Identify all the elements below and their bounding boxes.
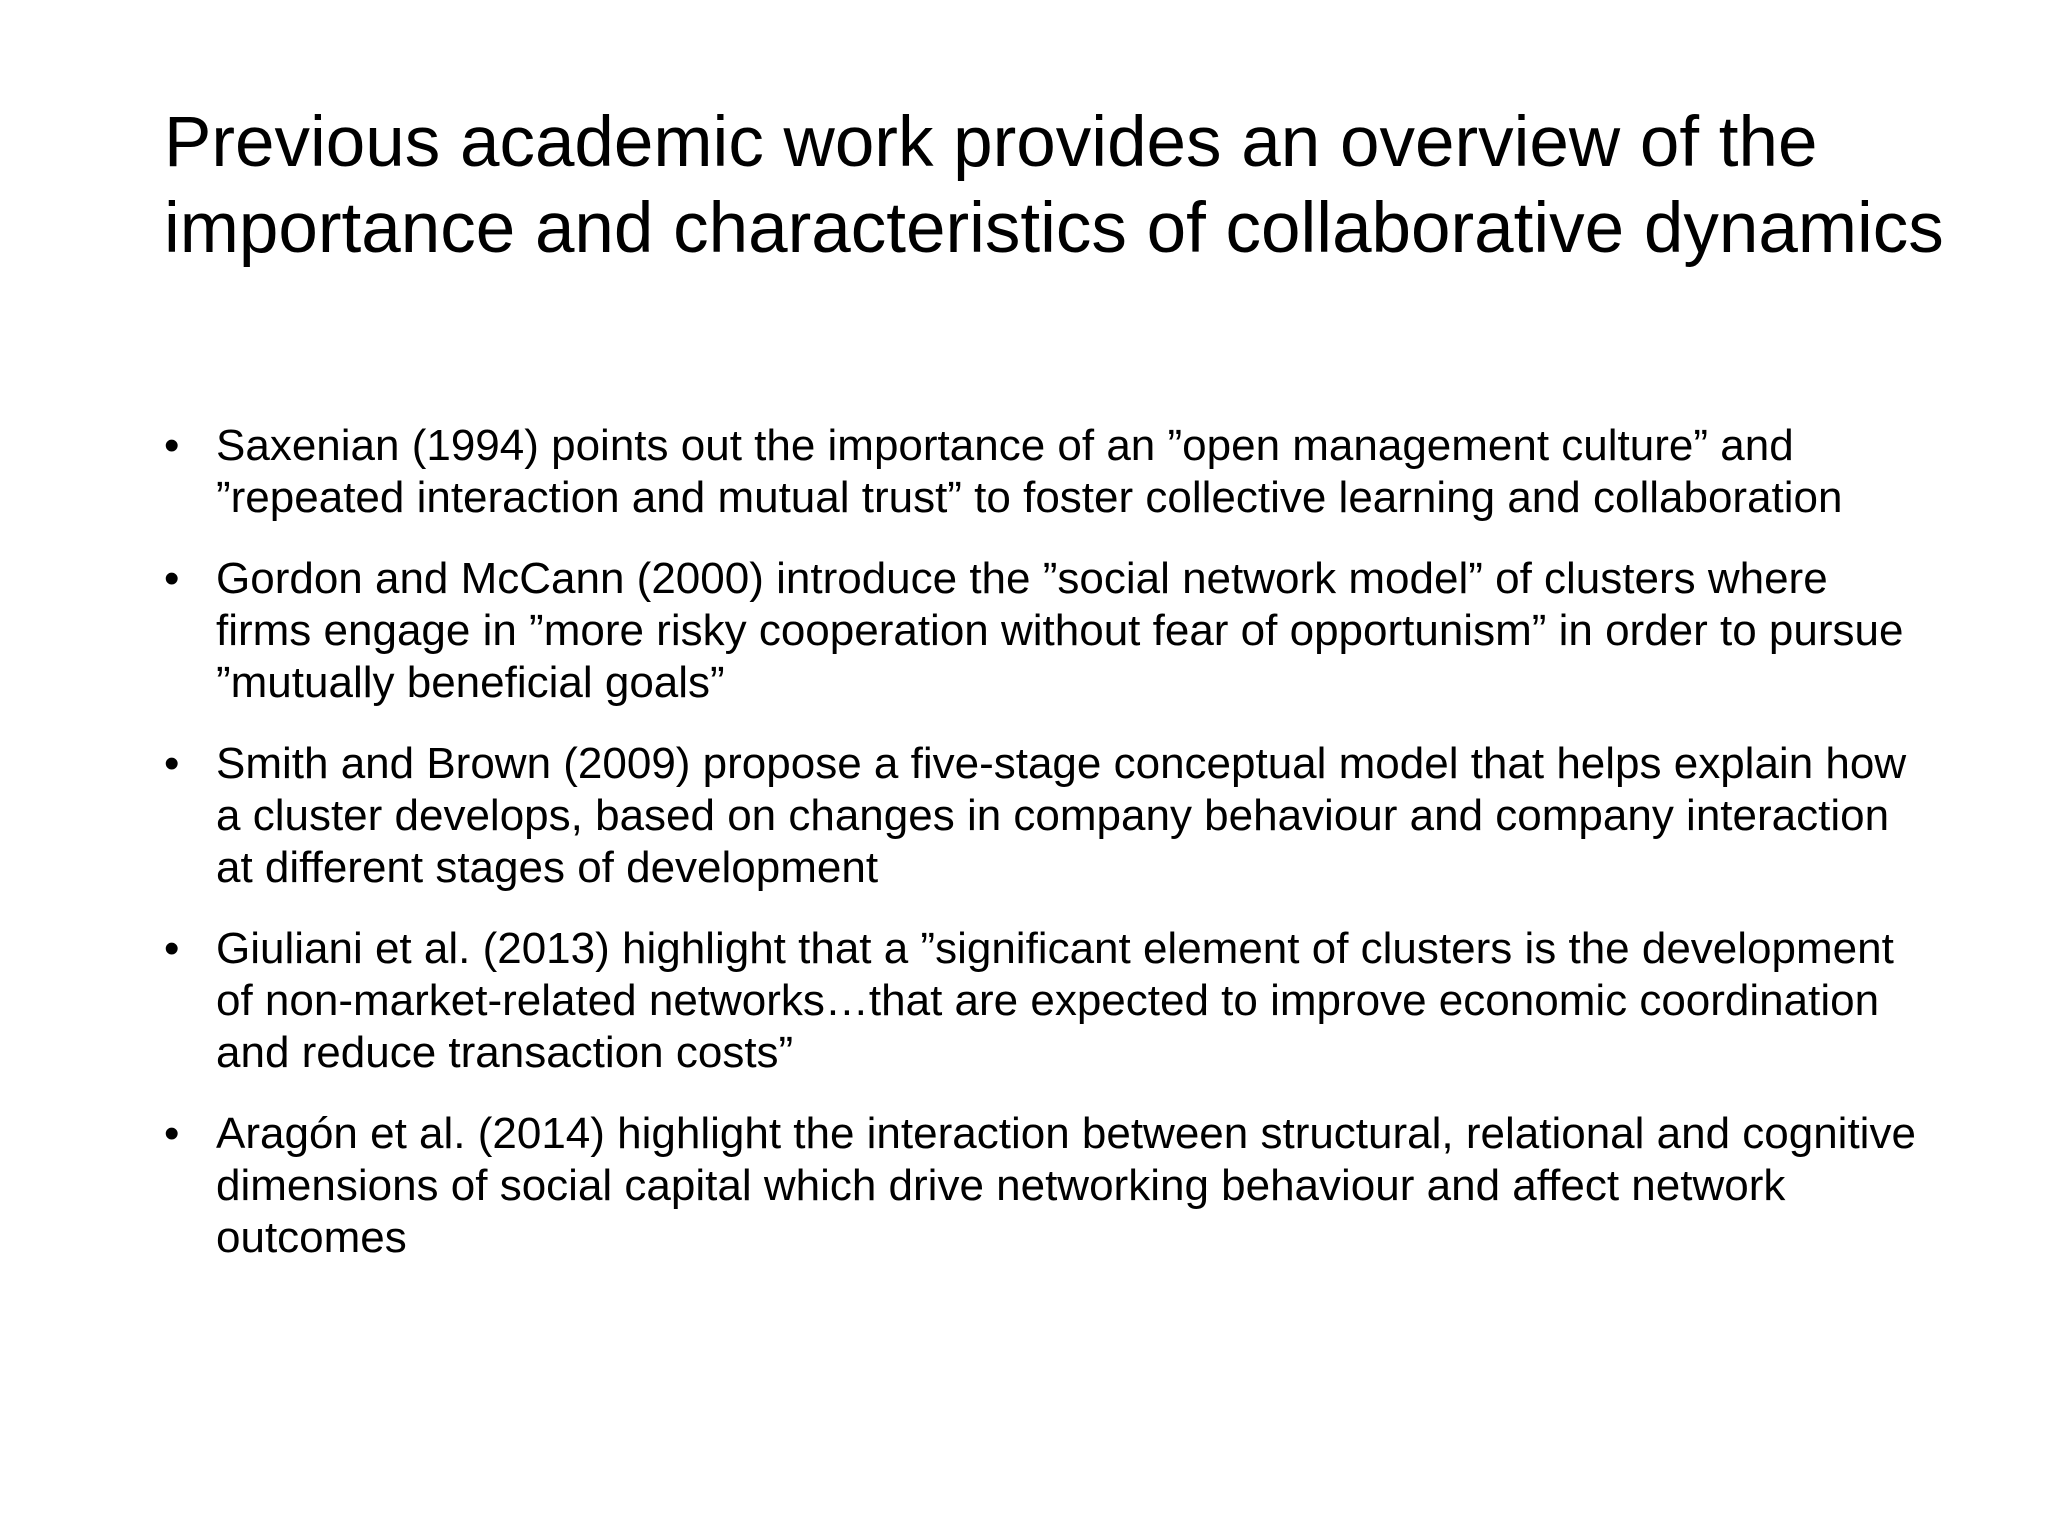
bullet-icon: •	[164, 1109, 180, 1158]
bullet-item	[160, 553, 1920, 709]
slide-title: Previous academic work provides an overview of the importance and characteristics of collaborative dynamics	[164, 103, 1944, 268]
bullet-text: Smith and Brown (2009) propose a five-stage conceptual model that helps explain how a cluster develops, based on changes in company behaviour and company interaction at different stages of development	[216, 739, 1907, 892]
bullet-icon: •	[164, 421, 180, 470]
bullet-icon: •	[164, 924, 180, 973]
bullet-item	[160, 923, 1920, 1079]
bullet-text: Saxenian (1994) points out the importance of an ”open management culture” and ”repeated interaction and mutual trust” to foster collective learning and collaboration	[216, 421, 1843, 522]
bullet-text: Giuliani et al. (2013) highlight that a ”significant element of clusters is the development of non-market-related networks…that are expected to improve economic coordination and reduce transaction costs”	[216, 924, 1894, 1077]
bullet-item	[160, 1108, 1920, 1264]
bullet-item	[160, 738, 1920, 894]
bullet-list	[160, 420, 1920, 1293]
bullet-text: Aragón et al. (2014) highlight the interaction between structural, relational and cognitive dimensions of social capital which drive networking behaviour and affect network outcomes	[216, 1109, 1916, 1262]
bullet-icon: •	[164, 739, 180, 788]
bullet-text: Gordon and McCann (2000) introduce the ”social network model” of clusters where firms engage in ”more risky cooperation without fear of opportunism” in order to pursue ”mutually beneficial goals”	[216, 554, 1904, 707]
bullet-icon: •	[164, 554, 180, 603]
bullet-item	[160, 420, 1920, 524]
